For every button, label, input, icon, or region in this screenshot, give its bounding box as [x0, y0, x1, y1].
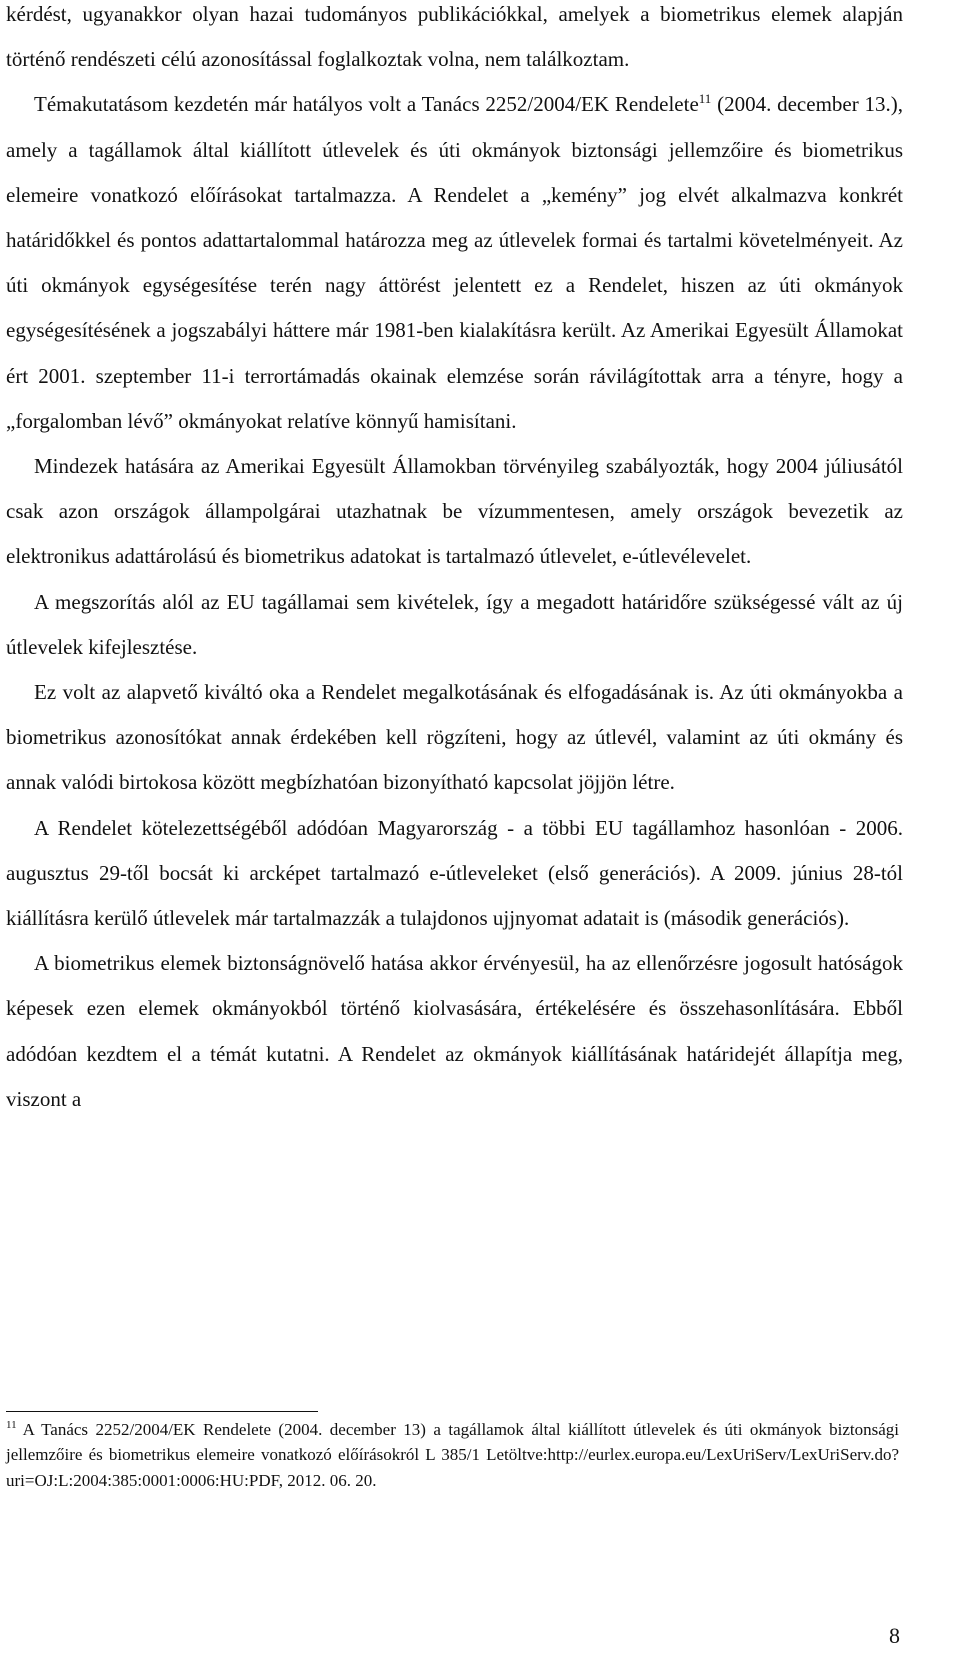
paragraph-5: Ez volt az alapvető kiváltó oka a Rendelet megalkotásának és elfogadásának is. Az úti okmányokba a biometrikus azonosítókat annak érdekében kell rögzíteni, hogy az útlevél, valamint az úti okmány és annak valódi birtokosa között megbízhatóan bizonyítható kapcsolat jöjjön létre. [6, 680, 903, 795]
paragraph-7: A biometrikus elemek biztonságnövelő hatása akkor érvényesül, ha az ellenőrzésre jogosult hatóságok képesek ezen elemek okmányokból történő kiolvasására, értékelésére és összehasonlítására. Ebből adódóan kezdtem el a témát kutatni. A Rendelet az okmányok kiállításának határidejét állapítja meg, viszont a [6, 951, 903, 1111]
paragraph-2-text-end: (2004. december 13.), amely a tagállamok által kiállított útlevelek és úti okmányok biztonsági jellemzőire és biometrikus elemeire vonatkozó előírásokat tartalmazza. A Rendelet a „kemény” jog elvét alkalmazva konkrét határidőkkel és pontos adattartalommal határozza meg az útlevelek formai és tartalmi követelményeit. Az úti okmányok egységesítése terén nagy áttörést jelentett ez a Rendelet, hiszen az úti okmányok egységesítésének a jogszabályi háttere már 1981-ben kialakításra került. Az Amerikai Egyesült Államokat ért 2001. szeptember 11-i terrortámadás okainak elemzése során rávilágítottak arra a tényre, hogy a „forgalomban lévő” okmányokat relatíve könnyű hamisítani. [6, 92, 903, 433]
footnote-text: A Tanács 2252/2004/EK Rendelete (2004. december 13) a tagállamok által kiállított útlevelek és úti okmányok biztonsági jellemzőire és biometrikus elemeire vonatkozó előírásokról L 385/1 Letöltve:http://eurlex.europa.eu/LexUriServ/LexUriServ.do?uri=OJ:L:2004:385:0001:0006:HU:PDF, 2012. 06. 20. [6, 1420, 899, 1490]
document-page [6, 0, 903, 1122]
paragraph-4: A megszorítás alól az EU tagállamai sem kivételek, így a megadott határidőre szükségessé vált az új útlevelek kifejlesztése. [6, 589, 903, 659]
page-number: 8 [889, 1623, 900, 1648]
footnote-number: 11 [6, 1419, 17, 1432]
paragraph-2-text-start: Témakutatásom kezdetén már hatályos volt a Tanács 2252/2004/EK Rendelete [34, 92, 699, 117]
footnote [6, 1417, 899, 1493]
paragraph-1: kérdést, ugyanakkor olyan hazai tudományos publikációkkal, amelyek a biometrikus elemek alapján történő rendészeti célú azonosítással foglalkoztak volna, nem találkoztam. [6, 2, 903, 72]
paragraph-6: A Rendelet kötelezettségéből adódóan Magyarország - a többi EU tagállamhoz hasonlóan - 2006. augusztus 29-től bocsát ki arcképet tartalmazó e-útleveleket (első generációs). A 2009. június 28-tól kiállításra kerülő útlevelek már tartalmazzák a tulajdonos ujjnyomat adatait is (második generációs). [6, 815, 903, 931]
footnote-divider [6, 1411, 318, 1412]
paragraph-3: Mindezek hatására az Amerikai Egyesült Államokban törvényileg szabályozták, hogy 2004 júliusától csak azon országok állampolgárai utazhatnak be vízummentesen, amely országok bevezetik az elektronikus adattárolású és biometrikus adatokat is tartalmazó útlevelet, e-útlevélevelet. [6, 454, 903, 569]
paragraph-2 [6, 82, 903, 444]
footnote-reference[interactable]: 11 [698, 91, 712, 107]
